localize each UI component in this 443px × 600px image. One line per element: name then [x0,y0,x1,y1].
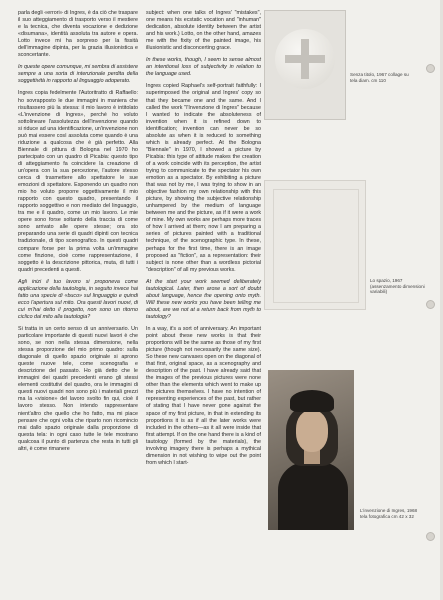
question-paragraph: In these works, though, I seem to sense almost an intentional loss of subjectivity in relation to the language used. [146,57,261,78]
paragraph: subject: when one talks of Ingres' "mistakes", one means his ecstatic vocation and "inhuman" dedication, absolute identity between the artist and his work.) Lotto, on the other hand, amazes me with the fixity of the painted image, his illusionistic and disconcerting grace. [146,10,261,52]
figure-caption: L'invenzione di Ingres, 1968 tela fotografica cm 42 x 32 [360,508,418,519]
figure-caption: Senza titolo, 1967 collage su tela diam. cm 110 [350,72,409,83]
binder-hole [426,300,435,309]
italian-text-column [18,10,138,458]
cross-horizontal-bar [285,55,325,63]
question-paragraph: At the start your work seemed deliberately tautological. Later, then arose a sort of doubt about language, hence the opening onto myth. Will these new works you have been telling me about, are we not at a return back from myth to tautology? [146,278,261,320]
portrait-face [296,410,328,452]
empty-frame [273,189,359,303]
question-paragraph: Agli inizi il tuo lavoro si proponeva come applicazione della tautologia, in seguito invece hai fatto una specie di «buco» sul linguaggio e quindi ecco l'apertura sul mito. Ora questi lavori nuovi, di cui m'hai detto il progetto, non sono un ritorno ciclico dal mito alla tautologia? [18,278,138,320]
paragraph: Si tratta in un certo senso di un anniversario. Un particolare importante di questi nuovi lavori è che sono, se non nella stessa dimensione, nella stessa proporzione del mio primo quadro: sulla diagonale di quello spazio originale si aprono queste nuove tele, come scenografia e descrizione del passato. Ho già detto che le immagini dei quadri precedenti erano gli stessi elementi costitutivi del quadro, ora le immagini di questi nuovi quadri non sono più i materiali grezzi ma la «visione» del lavoro svolto fin qui, cioè il lavoro stesso. Non intendo rappresentare nient'altro che quello che ho fatto, ma mi piace pensare che ogni volta che riparto non ricomincio mai dallo spazio originale dalla proporzione di questa tela: in ogni caso tutte le tele mostrano qualcosa il punto di partenza che resta in tutti gli altri, è come rimanere [18,325,138,452]
paragraph: Ingres copied Raphael's self-portrait faithfully: I superimposed the original and Ingres' copy so that they became one and the same. And I called the work "l'Invenzione di Ingres" because I wanted to indicate the absoluteness of invention when it is refined down to identification; invention can never be so absolute as when it is reduced to something which is already perfect. At the Bologna "Biennale" in 1970, I showed a picture by Picabia: this type of attitude makes the creation of a work coincide with its perception, the artist trying to communicate to the spectator his own emotion as a spectator. By exhibiting a picture that was not by me, I was trying to show in an objective fashion my own relationship with this picture, by showing the subjective relationship unhampered by the medium of language between me and the picture, as if it were a work of mine. My own works are perhaps more traces of how I arrived at them; now I am preparing a series of pictures painted with a traditional technique, of the scenographic type. In these, perhaps for the first time, there is an image proposed as "fiction", as a representation: their subject is none other than a wordless pictorial "description" of all my previous works. [146,83,261,273]
artwork-image-cross-collage [264,10,346,120]
paragraph: parla degli «errori» di Ingres, è da ciò che traspare il suo atteggiamento di trasporto verso il mestiere e la tecnica, che diventa vocazione e dedizione «disumana», identità assoluta tra autore e opera. Lotto invece mi ha sorpreso per la fissità dell'immagine dipinta, per la grazia illusionistica e sconcertante. [18,10,138,59]
paragraph: Ingres copia fedelmente l'Autoritratto di Raffaello: ho sovrapposto le due immagini in maniera che risultassero più la stessa: il mio lavoro è intitolato «L'invenzione di Ingres», perché ho voluto sottolineare l'assolutezza dell'invenzione quando si riduce ad una identificazione, un'invenzione non può mai essere così assoluta come quando è una riduzione a qualcosa che è già perfetto. Alla Biennale di pittura di Bologna nel 1970 ho partecipato con un quadro di Picabia: questo tipo di atteggiamento fa coincidere la creazione di un'opera con la sua percezione, l'autore stesso cerca di trasmettere allo spettatore le sue emozioni di spettatore. Esponendo un quadro non mio ho voluto proporre oggettivamente il mio rapporto con questo quadro, presentando il rapporto soggettivo e non mediato del linguaggio, tra me e il quadro, come un mio lavoro. Le mie opere sono forse soltanto della traccia di come sono arrivato alle opere stesse; ora sto preparando una serie di quadri dipinti con tecnica tradizionale, di tipo scenografico. In questi quadri compare forse per la prima volta un'immagine come finzione, cioè come rappresentazione, il soggetto è la descrizione pittorica, muta, di tutti i quadri precedenti a questi. [18,90,138,273]
artwork-image-portrait [268,370,354,530]
question-paragraph: In queste opere comunque, mi sembra di assistere sempre a una sorta di intenzionale perdita della soggettività in rapporto al linguaggio adoperato. [18,64,138,85]
figure-caption: Lo spazio, 1967 (assenzamento dimensioni variabili) [370,278,425,295]
portrait-body [278,462,348,530]
portrait-hat [290,390,334,412]
artwork-image-space [264,180,366,310]
binder-hole [426,532,435,541]
paragraph: In a way, it's a sort of anniversary. An important point about these new works is that their proportions will be the same as those of my first picture (though not necessarily the same size). So these new canvases open on the diagonal of that first, original space, as a scenography and description of the past. I have already said that the images of the previous pictures were none other than the elements which went to make up the pictures themselves. I have no intention of representing experiences of the past, but rather of stating that I have never gone against the space of my first picture, in that in extending its proportions it is as if all the later works were included in the others—as it all were inside that first attempt. If on the one hand there is a kind of tautology (formed by the materials), the involving imagery there is perhaps a mythical dimension in not wishing to wipe out the point from which I start- [146,325,261,466]
binder-hole [426,64,435,73]
portrait-neck [304,450,320,464]
english-text-column [146,10,261,472]
